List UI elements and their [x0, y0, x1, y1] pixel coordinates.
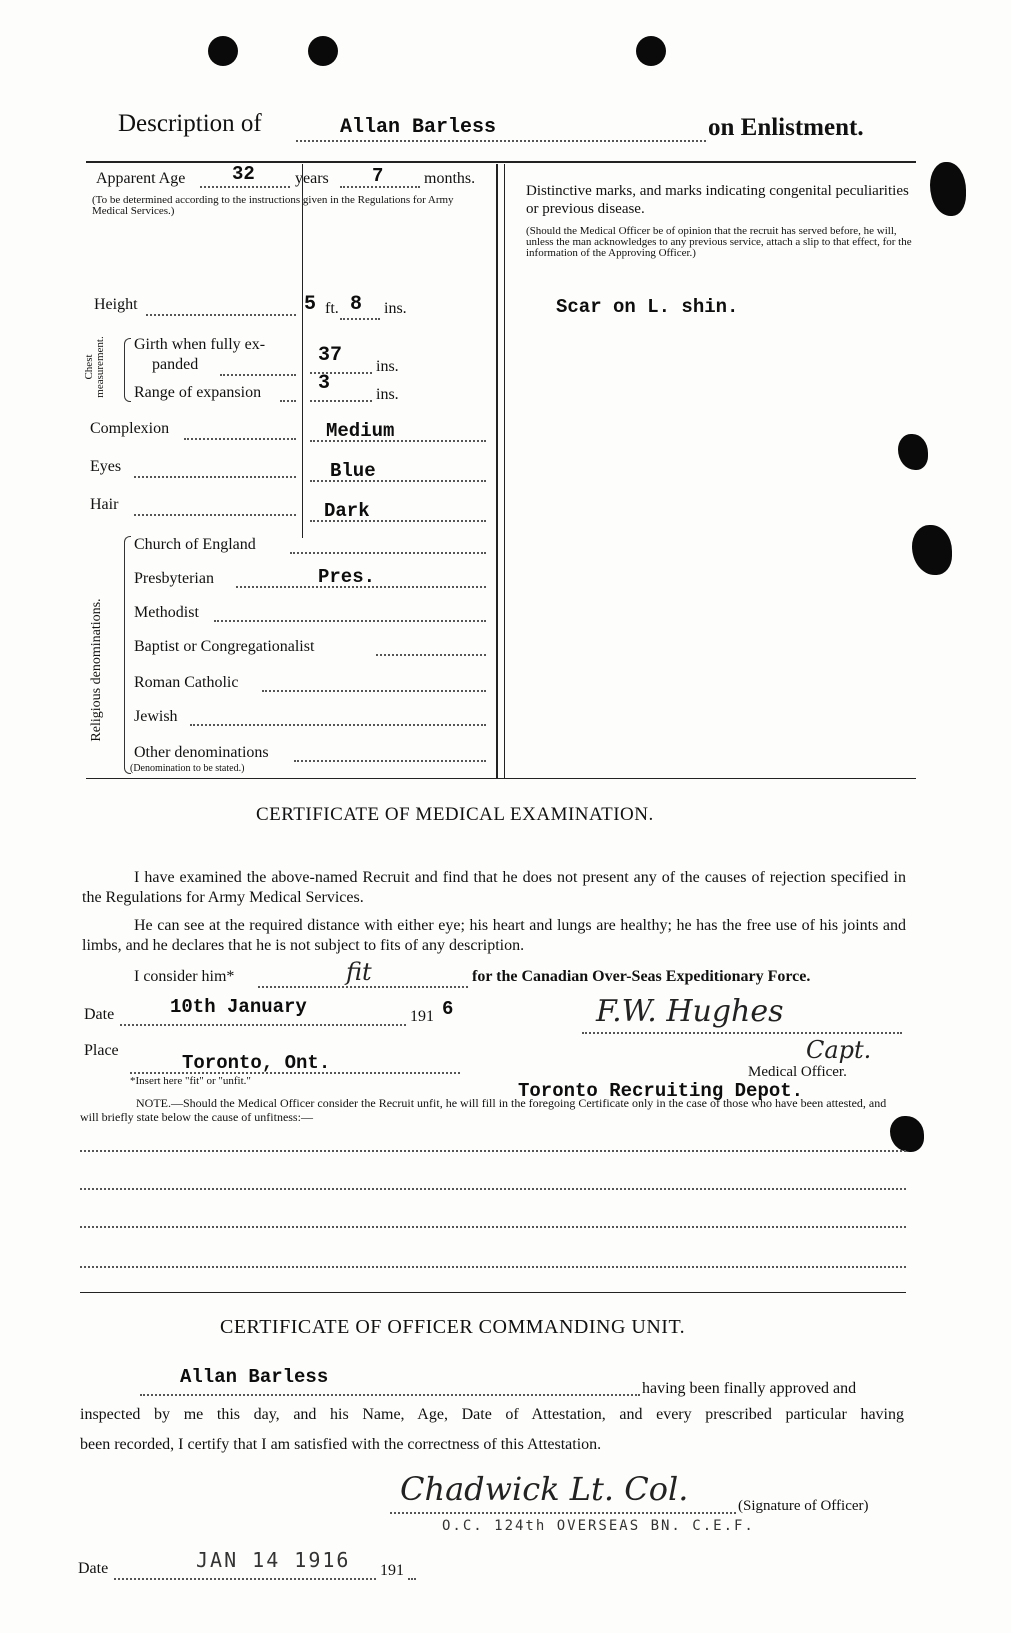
- medical-year-prefix: 191: [410, 1008, 434, 1025]
- co-recruit-name: Allan Barless: [180, 1366, 329, 1388]
- punch-hole-left: [208, 36, 238, 66]
- medical-year-digit: 6: [442, 998, 454, 1020]
- range-label: Range of expansion: [134, 384, 262, 401]
- header-prefix: Description of: [118, 110, 262, 137]
- girth-ins-label: ins.: [376, 358, 399, 375]
- eyes-value: Blue: [330, 460, 376, 482]
- co-date-stamp: JAN 14 1916: [196, 1548, 351, 1572]
- girth-label-1: Girth when fully ex-: [134, 336, 266, 353]
- distinctive-marks-note: (Should the Medical Officer be of opinion that the recruit has served before, he will, unless the man acknowledges to any previous service, attach a slip to that effect, for the information of the Approving Officer.): [526, 225, 912, 259]
- distinctive-marks-heading: Distinctive marks, and marks indicating congenital peculiarities or previous disease.: [526, 183, 909, 217]
- religion-other: Other denominations: [134, 744, 269, 761]
- consider-prefix: I consider him*: [134, 968, 235, 985]
- religion-methodist: Methodist: [134, 604, 199, 621]
- co-signature: Chadwick Lt. Col.: [400, 1470, 689, 1508]
- medical-para-1: I have examined the above-named Recruit and find that he does not present any of the causes of rejection specified in the Regulations for Army Medical Services.: [82, 869, 906, 906]
- years-label: years: [295, 170, 329, 187]
- ink-blot: [930, 162, 966, 216]
- medical-para-2: He can see at the required distance with either eye; his heart and lungs are healthy; he has the free use of his joints and limbs, and he declares that he is not subject to fits of any description.: [82, 917, 906, 954]
- punch-hole-middle: [308, 36, 338, 66]
- girth-label-2: panded: [152, 356, 199, 373]
- ink-blot: [912, 525, 952, 575]
- medical-date-label: Date: [84, 1006, 115, 1023]
- complexion-value: Medium: [326, 420, 395, 442]
- header-suffix: on Enlistment.: [708, 114, 864, 141]
- range-value: 3: [318, 372, 331, 395]
- religion-presbyterian: Presbyterian: [134, 570, 214, 587]
- co-text-line-2: inspected by me this day, and his Name, Age, Date of Attestation, and every prescribed particular having: [80, 1406, 904, 1423]
- hair-label: Hair: [90, 496, 119, 513]
- co-certificate-title: CERTIFICATE OF OFFICER COMMANDING UNIT.: [220, 1316, 686, 1338]
- religion-jewish: Jewish: [134, 708, 178, 725]
- medical-date-value: 10th January: [170, 996, 307, 1018]
- medical-officer-rank: Capt.: [806, 1036, 872, 1064]
- co-signature-label: (Signature of Officer): [738, 1498, 869, 1514]
- medical-officer-signature: F.W. Hughes: [596, 994, 784, 1029]
- ink-blot: [898, 434, 928, 470]
- height-inches: 8: [350, 293, 363, 316]
- co-text-line-1: having been finally approved and: [642, 1380, 857, 1397]
- place-value: Toronto, Ont.: [182, 1052, 331, 1074]
- range-ins-label: ins.: [376, 386, 399, 403]
- place-label: Place: [84, 1042, 119, 1059]
- header-name: Allan Barless: [340, 116, 497, 139]
- co-year-print: 191: [380, 1562, 404, 1579]
- chest-measurement-label: Chest measurement.: [83, 336, 106, 398]
- distinctive-marks-value: Scar on L. shin.: [556, 296, 739, 318]
- girth-value: 37: [318, 344, 343, 367]
- age-years: 32: [232, 163, 255, 185]
- age-months: 7: [372, 165, 384, 187]
- insert-note: *Insert here "fit" or "unfit.": [130, 1075, 251, 1087]
- medical-note: NOTE.—Should the Medical Officer consider the Recruit unfit, he will fill in the foregoing Certificate only in the case of those who have been attested, and will briefly state below the cause of unfitness:—: [80, 1096, 887, 1124]
- consider-suffix: for the Canadian Over-Seas Expeditionary Force.: [472, 968, 811, 985]
- apparent-age-label: Apparent Age: [96, 170, 186, 187]
- co-unit-stamp: O.C. 124th OVERSEAS BN. C.E.F.: [442, 1518, 755, 1534]
- height-label: Height: [94, 296, 138, 313]
- medical-officer-label: Medical Officer.: [748, 1064, 847, 1080]
- hair-value: Dark: [324, 500, 370, 522]
- eyes-label: Eyes: [90, 458, 122, 475]
- months-label: months.: [424, 170, 476, 187]
- consider-value: fit: [346, 958, 372, 986]
- complexion-label: Complexion: [90, 420, 170, 437]
- religion-church-of-england: Church of England: [134, 536, 256, 553]
- height-feet: 5: [304, 293, 317, 316]
- co-date-label: Date: [78, 1560, 109, 1577]
- religion-other-note: (Denomination to be stated.): [130, 763, 245, 774]
- religion-presbyterian-value: Pres.: [318, 566, 376, 588]
- age-note: (To be determined according to the instructions given in the Regulations for Army Medical Services.): [92, 194, 454, 217]
- religion-roman-catholic: Roman Catholic: [134, 674, 239, 691]
- feet-label: ft.: [325, 300, 339, 317]
- religion-baptist: Baptist or Congregationalist: [134, 638, 315, 655]
- inches-label: ins.: [384, 300, 407, 317]
- co-text-line-3: been recorded, I certify that I am satisfied with the correctness of this Attestation.: [80, 1436, 602, 1453]
- medical-certificate-title: CERTIFICATE OF MEDICAL EXAMINATION.: [256, 804, 654, 825]
- punch-hole-right: [636, 36, 666, 66]
- recruiting-depot-stamp: Toronto Recruiting Depot.: [518, 1080, 804, 1102]
- religious-denominations-label: Religious denominations.: [89, 598, 104, 742]
